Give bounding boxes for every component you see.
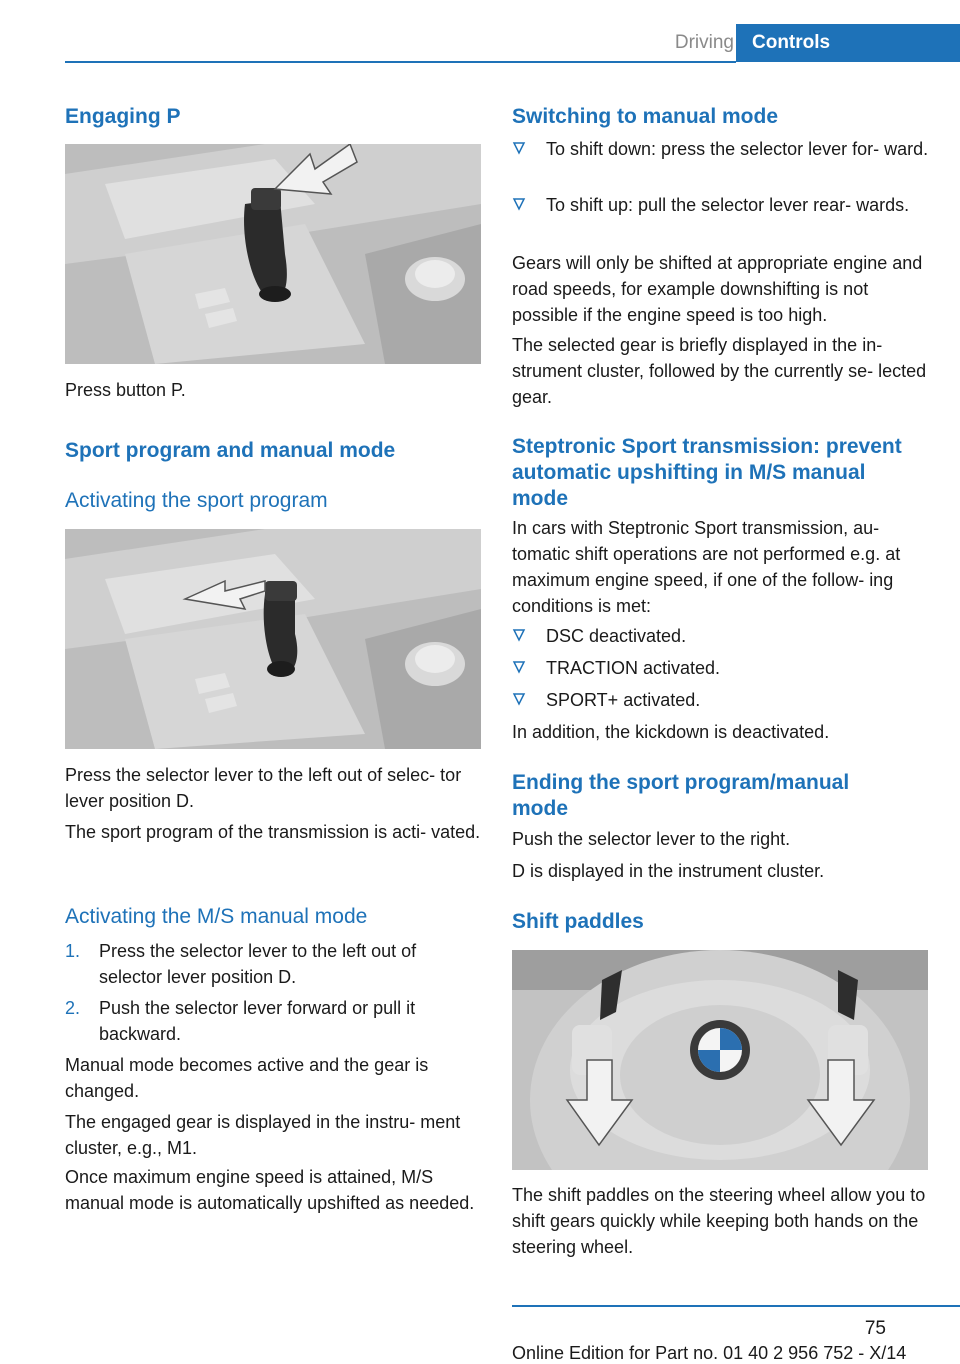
list-item-step-2	[65, 995, 485, 1047]
text-ending-2: D is displayed in the instrument cluster.	[512, 861, 825, 881]
heading-switching-manual: Switching to manual mode	[512, 105, 779, 128]
text-ms-3: Once maximum engine speed is attained, M/S manual mode is automatically upshifted as needed.	[65, 1167, 475, 1213]
list-item-shift-up	[512, 192, 932, 244]
list-item-text: DSC deactivated.	[546, 626, 687, 646]
triangle-bullet-icon	[512, 628, 526, 642]
text-sport-1: Press the selector lever to the left out of selec‑ tor lever position D.	[65, 765, 462, 811]
list-item-step-1	[65, 938, 485, 990]
text-press-button-p: Press button P.	[65, 380, 186, 400]
list-item-text: SPORT+ activated.	[546, 690, 701, 710]
triangle-bullet-icon	[512, 692, 526, 706]
heading-steptronic: Steptronic Sport transmission: prevent automatic upshifting in M/S manual mode	[512, 435, 902, 510]
header-section: Driving	[674, 32, 734, 53]
edition-note: Online Edition for Part no. 01 40 2 956 752 - X/14	[512, 1343, 907, 1363]
heading-activating-sport: Activating the sport program	[65, 489, 328, 512]
list-item-text: To shift down: press the selector lever for‑ ward.	[546, 139, 929, 159]
triangle-bullet-icon	[512, 197, 526, 211]
text-sport-2: The sport program of the transmission is acti‑ vated.	[65, 822, 481, 842]
step-text: Press the selector lever to the left out of selector lever position D.	[99, 941, 417, 987]
text-kickdown: In addition, the kickdown is deactivated.	[512, 722, 830, 742]
list-item-traction	[512, 655, 932, 681]
triangle-bullet-icon	[512, 141, 526, 155]
step-number: 2.	[65, 998, 81, 1018]
heading-activating-ms: Activating the M/S manual mode	[65, 905, 368, 928]
footer-rule	[512, 1305, 960, 1307]
page-header	[0, 24, 960, 62]
heading-shift-paddles: Shift paddles	[512, 910, 644, 933]
page-number: 75	[864, 1318, 886, 1339]
text-paddles: The shift paddles on the steering wheel allow you to shift gears quickly while keeping both hands on the steering wheel.	[512, 1185, 926, 1257]
text-switching-1: Gears will only be shifted at appropriate engine and road speeds, for example downshifting is not possible if the engine speed is too high.	[512, 253, 923, 325]
header-tab-label: Controls	[752, 32, 831, 53]
heading-sport-program: Sport program and manual mode	[65, 439, 396, 462]
header-rule	[65, 61, 736, 63]
triangle-bullet-icon	[512, 660, 526, 674]
list-item-text: TRACTION activated.	[546, 658, 721, 678]
text-steptronic-1: In cars with Steptronic Sport transmission, au‑ tomatic shift operations are not performed e.g. at maximum engine speed, if one of the follow‑ ing conditions is met:	[512, 518, 901, 616]
text-ms-1: Manual mode becomes active and the gear is changed.	[65, 1055, 429, 1101]
heading-engaging-p: Engaging P	[65, 105, 181, 128]
text-ending-1: Push the selector lever to the right.	[512, 829, 791, 849]
figure-selector-lever-p	[65, 144, 481, 364]
list-item-sport-plus	[512, 687, 932, 713]
list-item-shift-down	[512, 136, 932, 188]
step-text: Push the selector lever forward or pull it backward.	[99, 998, 416, 1044]
text-switching-2: The selected gear is briefly displayed in the in‑ strument cluster, followed by the currently se‑ lected gear.	[512, 335, 927, 407]
text-ms-2: The engaged gear is displayed in the instru‑ ment cluster, e.g., M1.	[65, 1112, 461, 1158]
step-number: 1.	[65, 941, 81, 961]
header-tab	[736, 24, 960, 62]
list-item-text: To shift up: pull the selector lever rear‑ wards.	[546, 195, 910, 215]
figure-selector-lever-sport	[65, 529, 481, 749]
figure-steering-wheel-paddles	[512, 950, 928, 1170]
list-item-dsc	[512, 623, 932, 649]
heading-ending-sport: Ending the sport program/manual mode	[512, 771, 850, 820]
